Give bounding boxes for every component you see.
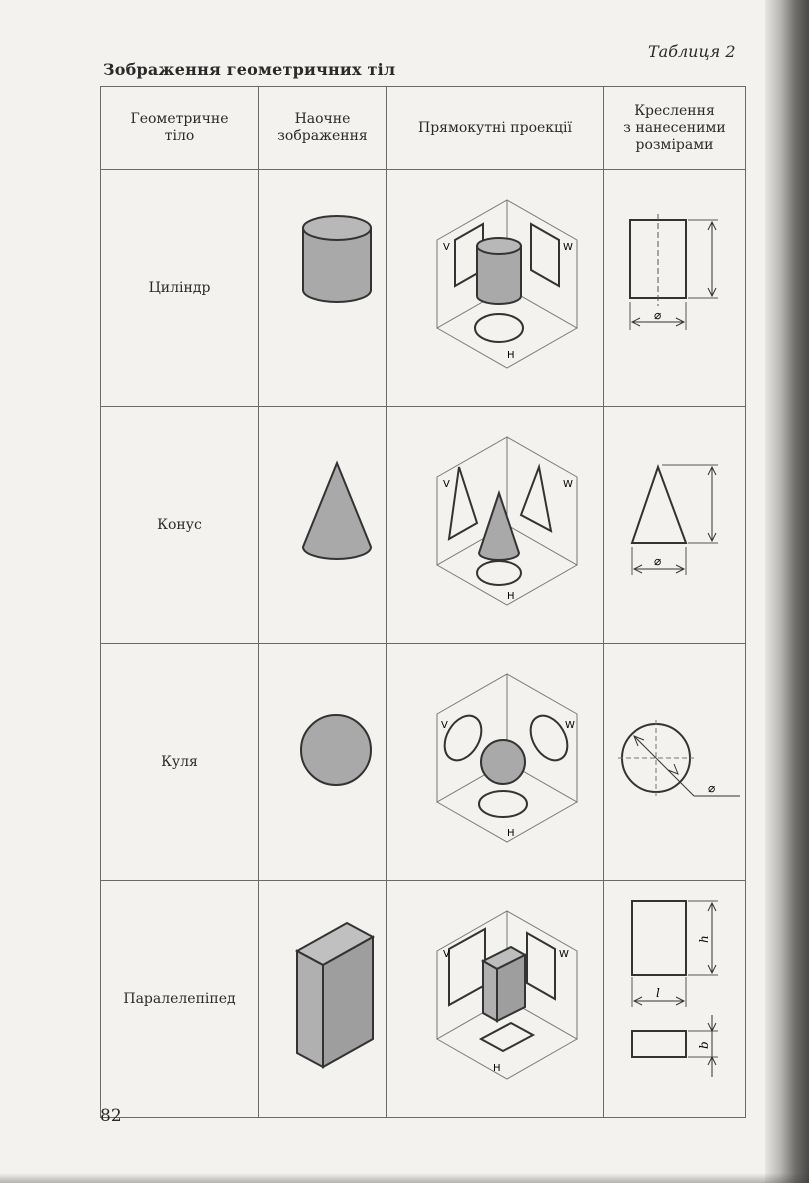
- page-title: Зображення геометричних тіл: [103, 60, 396, 79]
- parallelepiped-visual: [259, 881, 387, 1118]
- row-name-cylinder: Циліндр: [101, 170, 259, 407]
- height-label: h: [697, 935, 711, 943]
- table-row: [101, 644, 746, 881]
- header-drawing-dimensions: [604, 87, 746, 170]
- table-row: [101, 881, 746, 1118]
- cone-projections: [387, 407, 604, 644]
- label-w: W: [565, 720, 575, 731]
- page-edge-shadow: [765, 0, 809, 1183]
- header-line: Геометричне: [130, 111, 229, 127]
- table-header-row: [101, 87, 746, 170]
- table-label: Таблиця 2: [648, 42, 736, 61]
- header-line: тіло: [164, 128, 195, 144]
- length-label: l: [656, 986, 660, 1000]
- width-label: b: [697, 1041, 711, 1049]
- header-projections: [387, 87, 604, 170]
- table-row: [101, 407, 746, 644]
- header-line: зображення: [277, 128, 368, 144]
- header-line: з нанесеними: [623, 119, 726, 136]
- sphere-drawing: [604, 644, 746, 881]
- label-h: H: [507, 828, 515, 839]
- sphere-visual: [259, 644, 387, 881]
- sphere-projections: [387, 644, 604, 881]
- header-line: Прямокутні проекції: [417, 119, 573, 136]
- parallelepiped-projections: [387, 881, 604, 1118]
- cylinder-visual: [259, 170, 387, 407]
- page-bottom-shadow: [0, 1173, 809, 1183]
- diameter-label: ⌀: [708, 781, 716, 795]
- header-line: Креслення: [634, 102, 715, 119]
- geometric-bodies-table: [100, 86, 746, 1118]
- diameter-label: ⌀: [654, 554, 662, 568]
- cone-visual: [259, 407, 387, 644]
- header-visual-image: [259, 87, 387, 170]
- label-w: W: [563, 242, 573, 253]
- header-line: Наочне: [294, 111, 351, 127]
- page-number: 82: [100, 1106, 122, 1126]
- cone-drawing: [604, 407, 746, 644]
- row-name-cone: Конус: [101, 407, 259, 644]
- header-line: розмірами: [635, 136, 714, 153]
- row-name-parallelepiped: Паралелепіпед: [101, 881, 259, 1118]
- label-v: V: [443, 479, 450, 490]
- row-name-sphere: Куля: [101, 644, 259, 881]
- diameter-label: ⌀: [654, 308, 662, 322]
- label-h: H: [507, 350, 515, 361]
- label-v: V: [441, 720, 448, 731]
- label-h: H: [493, 1063, 501, 1074]
- label-v: V: [443, 949, 450, 960]
- label-v: V: [443, 242, 450, 253]
- label-h: H: [507, 591, 515, 602]
- label-w: W: [563, 479, 573, 490]
- cylinder-drawing: [604, 170, 746, 407]
- parallelepiped-drawing: [604, 881, 746, 1118]
- table-row: [101, 170, 746, 407]
- header-geometric-body: [101, 87, 259, 170]
- cylinder-projections: [387, 170, 604, 407]
- label-w: W: [559, 949, 569, 960]
